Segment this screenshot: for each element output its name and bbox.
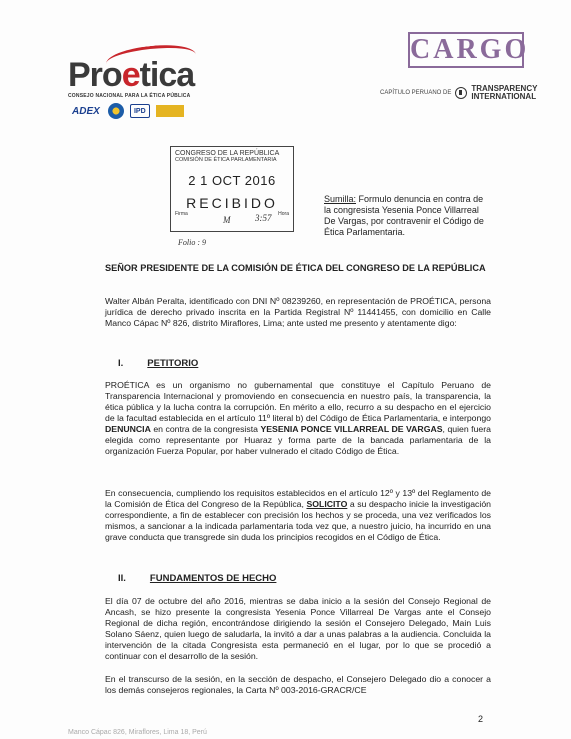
- stamp-hora-label: Hora: [278, 211, 289, 217]
- fundamentos-paragraph-2: En el transcurso de la sesión, en la sección de despacho, el Consejero Delegado dio a conocer a los demás consejeros regionales, la Carta Nº 003-2016-GRACR/CE: [105, 674, 491, 695]
- fundamentos-paragraph-1: El día 07 de octubre del año 2016, mientras se daba inicio a la sesión del Consejo Regional de Ancash, se hizo presente la congresista Yesenia Ponce Villarreal De Vargas ante el Consejo Regional de dicha región, encontrándose dirigiendo la sesión el Consejero Delegado, Main Luis Solano Sáenz, quien luego de saludarla, la invitó a dar a unas palabras a la audiencia. Concluida la intervención de la citada Congresista esta permaneció en el lugar, por lo que se procedió a continuar con el desarrollo de la sesión.: [105, 596, 491, 661]
- ti-name: TRANSPARENCY INTERNATIONAL: [471, 84, 538, 101]
- sumilla-label: Sumilla:: [324, 194, 357, 204]
- intro-paragraph: Walter Albán Peralta, identificado con DNI Nº 08239260, en representación de PROÉTICA, persona jurídica de derecho privado inscrita en la Partida Registral Nº 11441455, con domicilio en Calle Manco Cápac Nº 826, distrito Miraflores, Lima; ante usted me presento y atentamente digo:: [105, 296, 491, 328]
- section-title: FUNDAMENTOS DE HECHO: [149, 573, 277, 584]
- logo-subtitle: CONSEJO NACIONAL PARA LA ÉTICA PÚBLICA: [68, 93, 191, 99]
- handwritten-time: 3:57: [255, 213, 272, 223]
- addressee-heading: SEÑOR PRESIDENTE DE LA COMISIÓN DE ÉTICA DEL CONGRESO DE LA REPÚBLICA: [105, 263, 486, 273]
- stamp-firma-label: Firma: [175, 211, 188, 217]
- sumilla: [324, 194, 492, 238]
- handwritten-signature: M: [223, 215, 231, 225]
- page-number: 2: [478, 714, 484, 724]
- section-title: PETITORIO: [147, 358, 199, 369]
- section-petitorio: [118, 358, 198, 369]
- stamp-commission: COMISIÓN DE ÉTICA PARLAMENTARIA: [175, 157, 277, 163]
- partner-circle-logo: [108, 103, 124, 119]
- stamp-institution: CONGRESO DE LA REPÚBLICA: [175, 150, 280, 157]
- ipd-logo: IPD: [130, 104, 150, 118]
- stamp-received: RECIBIDO: [186, 195, 278, 211]
- stamp-date: 2 1 OCT 2016: [188, 173, 276, 188]
- page-footer: Manco Cápac 826, Miraflores, Lima 18, Perú: [68, 729, 207, 736]
- handwritten-folio: Folio : 9: [178, 238, 206, 247]
- petitorio-paragraph-2: En consecuencia, cumpliendo los requisitos establecidos en el artículo 12º y 13º del Reglamento de la Comisión de Ética del Congreso de la República, SOLICITO a su despacho inicie la investigación correspondiente, a fin de establecer con precisión los hechos y se proceda, una vez verificados los mismos, a sancionar a la indicada parlamentaria toda vez que, a nuestro juicio, ha incurrido en una grave conducta que transgrede sin duda los principios recogidos en el Código de Ética.: [105, 488, 491, 542]
- ti-caption: CAPÍTULO PERUANO DE: [380, 90, 452, 96]
- partner-logos: [70, 103, 184, 119]
- section-fundamentos: [118, 573, 276, 584]
- sumilla-text: Formulo denuncia en contra de la congresista Yesenia Ponce Villarreal De Vargas, por contravenir el Código de Ética Parlamentaria.: [324, 194, 484, 237]
- ti-emblem-icon: [455, 87, 467, 99]
- partner-box-logo: [156, 105, 184, 117]
- adex-logo: ADEX: [72, 105, 100, 117]
- cargo-stamp: CARGO: [408, 32, 524, 68]
- petitorio-paragraph-1: PROÉTICA es un organismo no gubernamental que constituye el Capítulo Peruano de Transparencia Internacional y promoviendo en consecuencia en nuestro país, la transparencia, la ética pública y la lucha contra la corrupción. En mérito a ello, recurro a su despacho en el ejercicio de la facultad establecida en el artículo 11º literal b) del Código de Ética Parlamentaria, e interpongo DENUNCIA en contra de la congresista YESENIA PONCE VILLARREAL DE VARGAS, quien fuera elegida como representante por Huaraz y forma parte de la bancada parlamentaria de la organización Fuerza Popular, por haber vulnerado el citado Código de Ética.: [105, 380, 491, 456]
- logo-wordmark: Proetica: [68, 56, 195, 94]
- transparency-international-logo: [380, 85, 537, 101]
- reception-stamp: [170, 146, 294, 232]
- section-number: II.: [118, 573, 126, 584]
- proetica-logo: [68, 56, 195, 99]
- section-number: I.: [118, 358, 124, 369]
